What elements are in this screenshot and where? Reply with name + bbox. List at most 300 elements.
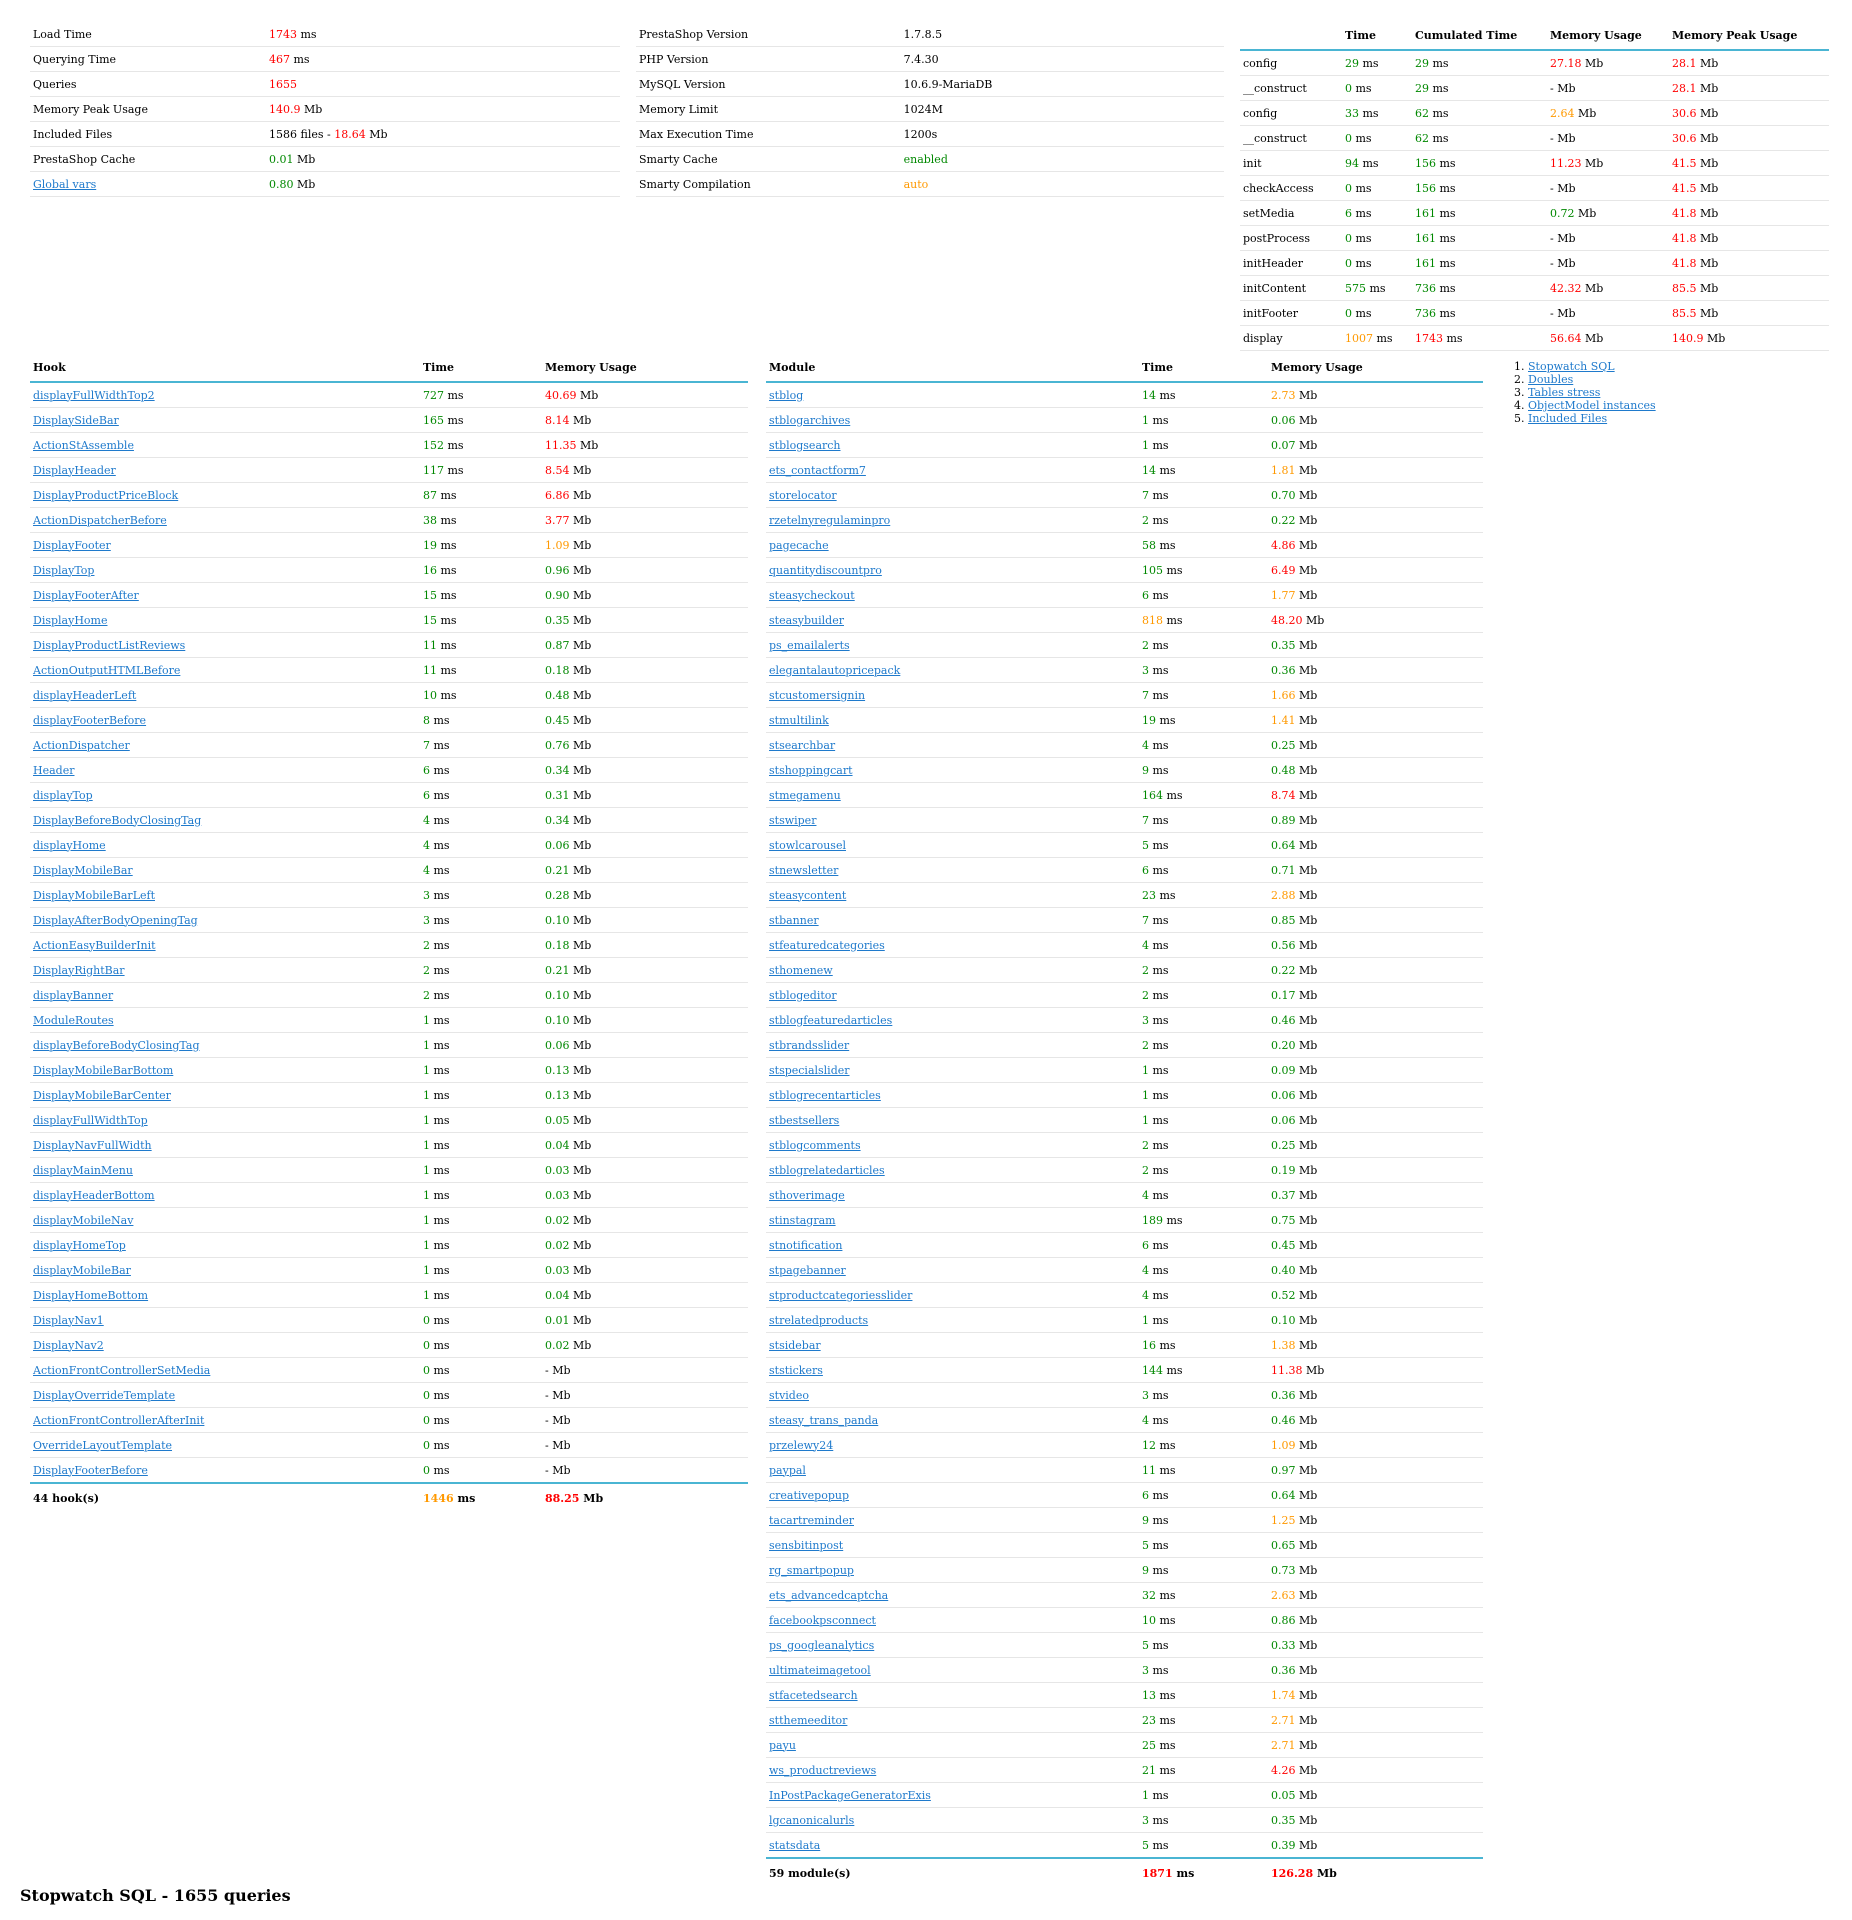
module-name[interactable] (766, 683, 1139, 708)
module-link[interactable]: przelewy24 (769, 1438, 834, 1452)
controller-cumulated: 29 ms (1412, 50, 1547, 76)
module-link[interactable]: stblog (769, 388, 804, 402)
hook-link[interactable]: OverrideLayoutTemplate (33, 1438, 173, 1452)
module-link[interactable]: facebookpsconnect (769, 1613, 876, 1627)
hook-link[interactable]: Header (33, 763, 75, 777)
hook-link[interactable]: DisplayHomeBottom (33, 1288, 149, 1302)
module-memory: 0.35 Mb (1268, 1808, 1483, 1833)
hook-name[interactable] (30, 883, 420, 908)
module-name[interactable] (766, 733, 1139, 758)
module-name[interactable] (766, 833, 1139, 858)
module-row (766, 458, 1483, 483)
module-link[interactable]: creativepopup (769, 1488, 849, 1502)
module-name[interactable] (766, 433, 1139, 458)
module-link[interactable]: ultimateimagetool (769, 1663, 871, 1677)
section-link[interactable]: Doubles (1528, 373, 1574, 386)
hook-link[interactable]: ActionFrontControllerSetMedia (33, 1363, 211, 1377)
hook-name[interactable] (30, 1383, 420, 1408)
module-name[interactable] (766, 1108, 1139, 1133)
hook-row (30, 633, 748, 658)
module-link[interactable]: stcustomersignin (769, 688, 866, 702)
hook-name[interactable] (30, 1008, 420, 1033)
hook-link[interactable]: ActionDispatcher (33, 738, 130, 752)
hook-link[interactable]: displayHomeTop (33, 1238, 126, 1252)
hook-row (30, 1058, 748, 1083)
hook-link[interactable]: displayTop (33, 788, 93, 802)
controller-step-name: display (1240, 326, 1342, 351)
module-time: 144 ms (1139, 1358, 1268, 1383)
module-link[interactable]: ets_contactform7 (769, 463, 866, 477)
controller-header-time: Time (1342, 22, 1412, 50)
hook-link[interactable]: DisplayNav1 (33, 1313, 104, 1327)
module-name[interactable] (766, 933, 1139, 958)
hook-name[interactable] (30, 1108, 420, 1133)
module-row (766, 1033, 1483, 1058)
hook-row (30, 558, 748, 583)
module-name[interactable] (766, 1008, 1139, 1033)
hook-link[interactable]: DisplayOverrideTemplate (33, 1388, 176, 1402)
controller-cumulated: 161 ms (1412, 251, 1547, 276)
module-memory: 0.37 Mb (1268, 1183, 1483, 1208)
module-name[interactable] (766, 1058, 1139, 1083)
hook-row (30, 1133, 748, 1158)
module-name[interactable] (766, 1633, 1139, 1658)
module-name[interactable] (766, 1208, 1139, 1233)
module-name[interactable] (766, 758, 1139, 783)
controller-memory: 2.64 Mb (1547, 101, 1669, 126)
module-name[interactable] (766, 1458, 1139, 1483)
config-row (636, 47, 1224, 72)
module-link[interactable]: stnewsletter (769, 863, 839, 877)
section-link[interactable]: Tables stress (1528, 386, 1601, 399)
hook-link[interactable]: DisplayHome (33, 613, 108, 627)
hook-link[interactable]: DisplayBeforeBodyClosingTag (33, 813, 202, 827)
module-link[interactable]: ps_emailalerts (769, 638, 850, 652)
hook-link[interactable]: DisplayFooterBefore (33, 1463, 148, 1477)
module-link[interactable]: ws_productreviews (769, 1763, 877, 1777)
summary-label: Querying Time (30, 47, 266, 72)
hook-memory: 0.28 Mb (542, 883, 748, 908)
hook-link[interactable]: DisplayProductPriceBlock (33, 488, 179, 502)
hook-name[interactable] (30, 758, 420, 783)
module-link[interactable]: stowlcarousel (769, 838, 846, 852)
module-row (766, 1433, 1483, 1458)
summary-body (30, 22, 620, 197)
hook-name[interactable] (30, 658, 420, 683)
module-memory: 0.05 Mb (1268, 1783, 1483, 1808)
module-name[interactable] (766, 1333, 1139, 1358)
hook-link[interactable]: displayHeaderBottom (33, 1188, 155, 1202)
module-link[interactable]: stswiper (769, 813, 817, 827)
hook-time: 2 ms (420, 933, 542, 958)
module-name[interactable] (766, 1258, 1139, 1283)
module-name[interactable] (766, 1783, 1139, 1808)
hook-name[interactable] (30, 1058, 420, 1083)
module-name[interactable] (766, 508, 1139, 533)
hook-name[interactable] (30, 1333, 420, 1358)
module-link[interactable]: stblogsearch (769, 438, 841, 452)
module-time: 189 ms (1139, 1208, 1268, 1233)
module-link[interactable]: ps_googleanalytics (769, 1638, 875, 1652)
controller-header-cumulated: Cumulated Time (1412, 22, 1547, 50)
module-name[interactable] (766, 608, 1139, 633)
hook-time: 1 ms (420, 1033, 542, 1058)
hook-link[interactable]: displayMobileNav (33, 1213, 134, 1227)
module-name[interactable] (766, 783, 1139, 808)
module-link[interactable]: tacartreminder (769, 1513, 854, 1527)
hook-name[interactable] (30, 808, 420, 833)
module-link[interactable]: stblogfeaturedarticles (769, 1013, 893, 1027)
module-row (766, 833, 1483, 858)
module-link[interactable]: ets_advancedcaptcha (769, 1588, 889, 1602)
hook-link[interactable]: DisplayAfterBodyOpeningTag (33, 913, 198, 927)
module-time: 1 ms (1139, 408, 1268, 433)
hook-link[interactable]: DisplayHeader (33, 463, 116, 477)
hook-name[interactable] (30, 1208, 420, 1233)
hook-link[interactable]: DisplayNavFullWidth (33, 1138, 152, 1152)
module-time: 7 ms (1139, 483, 1268, 508)
hook-name[interactable] (30, 633, 420, 658)
hook-link[interactable]: displayFooterBefore (33, 713, 147, 727)
section-link-item (1528, 386, 1656, 399)
module-time: 4 ms (1139, 1183, 1268, 1208)
hook-row (30, 1008, 748, 1033)
hook-name[interactable] (30, 708, 420, 733)
module-name[interactable] (766, 1433, 1139, 1458)
hook-link[interactable]: ActionOutputHTMLBefore (33, 663, 181, 677)
hook-name[interactable] (30, 1133, 420, 1158)
module-link[interactable]: steasycheckout (769, 588, 855, 602)
module-link[interactable]: stinstagram (769, 1213, 836, 1227)
module-link[interactable]: stblogeditor (769, 988, 837, 1002)
hook-name[interactable] (30, 408, 420, 433)
module-link[interactable]: stnotification (769, 1238, 843, 1252)
module-name[interactable] (766, 1233, 1139, 1258)
module-time: 818 ms (1139, 608, 1268, 633)
hook-link[interactable]: DisplayFooterAfter (33, 588, 139, 602)
summary-table (30, 22, 620, 197)
module-name[interactable] (766, 558, 1139, 583)
module-name[interactable] (766, 633, 1139, 658)
module-name[interactable] (766, 1833, 1139, 1859)
module-memory: 0.65 Mb (1268, 1533, 1483, 1558)
hook-name[interactable] (30, 1033, 420, 1058)
hook-name[interactable] (30, 983, 420, 1008)
controller-step-name: __construct (1240, 126, 1342, 151)
module-memory: 0.22 Mb (1268, 958, 1483, 983)
module-link[interactable]: stspecialslider (769, 1063, 850, 1077)
controller-memory: 0.72 Mb (1547, 201, 1669, 226)
hook-link[interactable]: DisplayMobileBar (33, 863, 133, 877)
module-time: 14 ms (1139, 382, 1268, 408)
module-link[interactable]: stsidebar (769, 1338, 821, 1352)
controller-cumulated: 736 ms (1412, 301, 1547, 326)
module-memory: 0.56 Mb (1268, 933, 1483, 958)
module-link[interactable]: stblogrelatedarticles (769, 1163, 885, 1177)
module-link[interactable]: stbanner (769, 913, 819, 927)
hook-time: 4 ms (420, 858, 542, 883)
module-memory: 0.25 Mb (1268, 733, 1483, 758)
controller-time: 0 ms (1342, 76, 1412, 101)
module-time: 105 ms (1139, 558, 1268, 583)
config-value: 1200s (901, 122, 1224, 147)
hook-name[interactable] (30, 508, 420, 533)
hook-link[interactable]: DisplaySideBar (33, 413, 119, 427)
module-name[interactable] (766, 708, 1139, 733)
hook-name[interactable] (30, 733, 420, 758)
module-link[interactable]: stfacetedsearch (769, 1688, 858, 1702)
module-name[interactable] (766, 1608, 1139, 1633)
module-link[interactable]: stthemeeditor (769, 1713, 848, 1727)
module-row (766, 783, 1483, 808)
hook-link[interactable]: ActionFrontControllerAfterInit (33, 1413, 205, 1427)
module-link[interactable]: stmultilink (769, 713, 829, 727)
module-link[interactable]: lgcanonicalurls (769, 1813, 855, 1827)
module-name[interactable] (766, 458, 1139, 483)
hook-name[interactable] (30, 1083, 420, 1108)
hooks-header-hook: Hook (30, 354, 420, 382)
module-name[interactable] (766, 1158, 1139, 1183)
hook-link[interactable]: DisplayMobileBarLeft (33, 888, 155, 902)
module-name[interactable] (766, 858, 1139, 883)
hook-name[interactable] (30, 433, 420, 458)
hook-name[interactable] (30, 858, 420, 883)
module-name[interactable] (766, 1408, 1139, 1433)
hook-link[interactable]: displayMainMenu (33, 1163, 133, 1177)
hooks-header-row (30, 354, 748, 382)
hook-memory: 0.45 Mb (542, 708, 748, 733)
module-link[interactable]: sthomenew (769, 963, 833, 977)
stopwatch-sql-title: Stopwatch SQL - 1655 queries (20, 1886, 291, 1905)
config-value: 1024M (901, 97, 1224, 122)
hook-link[interactable]: DisplayTop (33, 563, 95, 577)
module-time: 1 ms (1139, 1083, 1268, 1108)
module-name[interactable] (766, 1133, 1139, 1158)
module-link[interactable]: paypal (769, 1463, 806, 1477)
module-name[interactable] (766, 808, 1139, 833)
hook-name[interactable] (30, 483, 420, 508)
hook-name[interactable] (30, 608, 420, 633)
module-link[interactable]: stpagebanner (769, 1263, 846, 1277)
module-name[interactable] (766, 1658, 1139, 1683)
module-name[interactable] (766, 1483, 1139, 1508)
hook-name[interactable] (30, 1283, 420, 1308)
module-row (766, 558, 1483, 583)
hook-link[interactable]: ActionStAssemble (33, 438, 134, 452)
module-link[interactable]: stproductcategoriesslider (769, 1288, 913, 1302)
module-link[interactable]: stshoppingcart (769, 763, 853, 777)
module-name[interactable] (766, 483, 1139, 508)
module-name[interactable] (766, 1033, 1139, 1058)
controller-memory: 11.23 Mb (1547, 151, 1669, 176)
module-link[interactable]: stblogrecentarticles (769, 1088, 881, 1102)
module-row (766, 908, 1483, 933)
hook-memory: 0.03 Mb (542, 1183, 748, 1208)
module-name[interactable] (766, 1508, 1139, 1533)
module-name[interactable] (766, 1183, 1139, 1208)
module-memory: 0.20 Mb (1268, 1033, 1483, 1058)
summary-row (30, 122, 620, 147)
module-time: 19 ms (1139, 708, 1268, 733)
module-link[interactable]: stfeaturedcategories (769, 938, 885, 952)
module-name[interactable] (766, 1758, 1139, 1783)
module-link[interactable]: ststickers (769, 1363, 823, 1377)
hook-name[interactable] (30, 458, 420, 483)
hook-link[interactable]: displayFullWidthTop2 (33, 388, 155, 402)
module-name[interactable] (766, 533, 1139, 558)
hook-name[interactable] (30, 1183, 420, 1208)
module-name[interactable] (766, 1308, 1139, 1333)
module-link[interactable]: strelatedproducts (769, 1313, 869, 1327)
hook-link[interactable]: DisplayProductListReviews (33, 638, 186, 652)
module-link[interactable]: InPostPackageGeneratorExis (769, 1788, 931, 1802)
section-link[interactable]: Stopwatch SQL (1528, 360, 1615, 373)
module-link[interactable]: stbestsellers (769, 1113, 840, 1127)
module-name[interactable] (766, 1533, 1139, 1558)
module-row (766, 758, 1483, 783)
module-name[interactable] (766, 1358, 1139, 1383)
module-name[interactable] (766, 1733, 1139, 1758)
module-name[interactable] (766, 1083, 1139, 1108)
section-link[interactable]: ObjectModel instances (1528, 399, 1656, 412)
hook-time: 1 ms (420, 1083, 542, 1108)
controller-memory: - Mb (1547, 176, 1669, 201)
module-link[interactable]: statsdata (769, 1838, 821, 1852)
module-link[interactable]: stblogcomments (769, 1138, 861, 1152)
config-label: PrestaShop Version (636, 22, 901, 47)
hook-link[interactable]: ActionDispatcherBefore (33, 513, 167, 527)
hook-memory: 0.34 Mb (542, 808, 748, 833)
module-name[interactable] (766, 1708, 1139, 1733)
module-name[interactable] (766, 382, 1139, 408)
module-row (766, 1233, 1483, 1258)
hook-row (30, 408, 748, 433)
hook-link[interactable]: displayMobileBar (33, 1263, 131, 1277)
hook-name[interactable] (30, 382, 420, 408)
module-link[interactable]: quantitydiscountpro (769, 563, 882, 577)
module-link[interactable]: sensbitinpost (769, 1538, 844, 1552)
hook-name[interactable] (30, 1458, 420, 1484)
module-link[interactable]: steasybuilder (769, 613, 844, 627)
hook-name[interactable] (30, 783, 420, 808)
hook-row (30, 1108, 748, 1133)
module-name[interactable] (766, 1808, 1139, 1833)
module-name[interactable] (766, 883, 1139, 908)
module-name[interactable] (766, 958, 1139, 983)
module-link[interactable]: stbrandsslider (769, 1038, 850, 1052)
modules-header-row (766, 354, 1483, 382)
hook-name[interactable] (30, 583, 420, 608)
hook-name[interactable] (30, 1258, 420, 1283)
hook-link[interactable]: DisplayNav2 (33, 1338, 104, 1352)
hook-link[interactable]: displayBeforeBodyClosingTag (33, 1038, 200, 1052)
module-name[interactable] (766, 583, 1139, 608)
module-row (766, 1083, 1483, 1108)
module-name[interactable] (766, 983, 1139, 1008)
module-name[interactable] (766, 1283, 1139, 1308)
hook-time: 87 ms (420, 483, 542, 508)
module-name[interactable] (766, 658, 1139, 683)
module-link[interactable]: stblogarchives (769, 413, 851, 427)
controller-peak: 30.6 Mb (1669, 101, 1829, 126)
config-value: enabled (901, 147, 1224, 172)
hook-name[interactable] (30, 908, 420, 933)
module-link[interactable]: rzetelnyregulaminpro (769, 513, 891, 527)
hook-link[interactable]: displayFullWidthTop (33, 1113, 148, 1127)
module-name[interactable] (766, 1583, 1139, 1608)
module-time: 32 ms (1139, 1583, 1268, 1608)
hook-name[interactable] (30, 1233, 420, 1258)
section-link-item (1528, 373, 1656, 386)
hook-time: 19 ms (420, 533, 542, 558)
hook-link[interactable]: displayHeaderLeft (33, 688, 137, 702)
module-link[interactable]: payu (769, 1738, 796, 1752)
hook-name[interactable] (30, 1433, 420, 1458)
hook-link[interactable]: DisplayRightBar (33, 963, 125, 977)
summary-value: 467 ms (266, 47, 620, 72)
hook-name[interactable] (30, 933, 420, 958)
controller-time: 1007 ms (1342, 326, 1412, 351)
hook-name[interactable] (30, 683, 420, 708)
module-link[interactable]: sthoverimage (769, 1188, 845, 1202)
module-link[interactable]: storelocator (769, 488, 837, 502)
modules-total-label: 59 module(s) (766, 1858, 1139, 1887)
hook-link[interactable]: DisplayFooter (33, 538, 111, 552)
module-name[interactable] (766, 1683, 1139, 1708)
hook-name[interactable] (30, 1308, 420, 1333)
hook-name[interactable] (30, 958, 420, 983)
module-row (766, 1708, 1483, 1733)
hook-name[interactable] (30, 558, 420, 583)
module-name[interactable] (766, 408, 1139, 433)
hook-time: 3 ms (420, 883, 542, 908)
hook-name[interactable] (30, 1158, 420, 1183)
section-link[interactable]: Included Files (1528, 412, 1608, 425)
hook-name[interactable] (30, 533, 420, 558)
summary-row (30, 147, 620, 172)
hook-link[interactable]: ActionEasyBuilderInit (33, 938, 156, 952)
hook-name[interactable] (30, 1408, 420, 1433)
hook-name[interactable] (30, 833, 420, 858)
module-memory: 2.73 Mb (1268, 382, 1483, 408)
hook-time: 15 ms (420, 583, 542, 608)
controller-cumulated: 156 ms (1412, 176, 1547, 201)
module-link[interactable]: elegantalautopricepack (769, 663, 901, 677)
module-link[interactable]: pagecache (769, 538, 829, 552)
module-name[interactable] (766, 908, 1139, 933)
hook-link[interactable]: DisplayMobileBarBottom (33, 1063, 174, 1077)
hook-memory: 1.09 Mb (542, 533, 748, 558)
module-link[interactable]: rg_smartpopup (769, 1563, 854, 1577)
summary-label[interactable] (30, 172, 266, 197)
module-name[interactable] (766, 1558, 1139, 1583)
module-link[interactable]: stsearchbar (769, 738, 836, 752)
hook-link[interactable]: displayBanner (33, 988, 114, 1002)
module-name[interactable] (766, 1383, 1139, 1408)
config-value: 10.6.9-MariaDB (901, 72, 1224, 97)
module-row (766, 1333, 1483, 1358)
global-vars-link[interactable]: Global vars (33, 177, 97, 191)
module-link[interactable]: steasycontent (769, 888, 847, 902)
module-link[interactable]: stmegamenu (769, 788, 841, 802)
hook-link[interactable]: displayHome (33, 838, 106, 852)
hook-row (30, 1283, 748, 1308)
hook-link[interactable]: DisplayMobileBarCenter (33, 1088, 171, 1102)
hook-name[interactable] (30, 1358, 420, 1383)
module-link[interactable]: stvideo (769, 1388, 809, 1402)
hook-link[interactable]: ModuleRoutes (33, 1013, 114, 1027)
module-link[interactable]: steasy_trans_panda (769, 1413, 879, 1427)
